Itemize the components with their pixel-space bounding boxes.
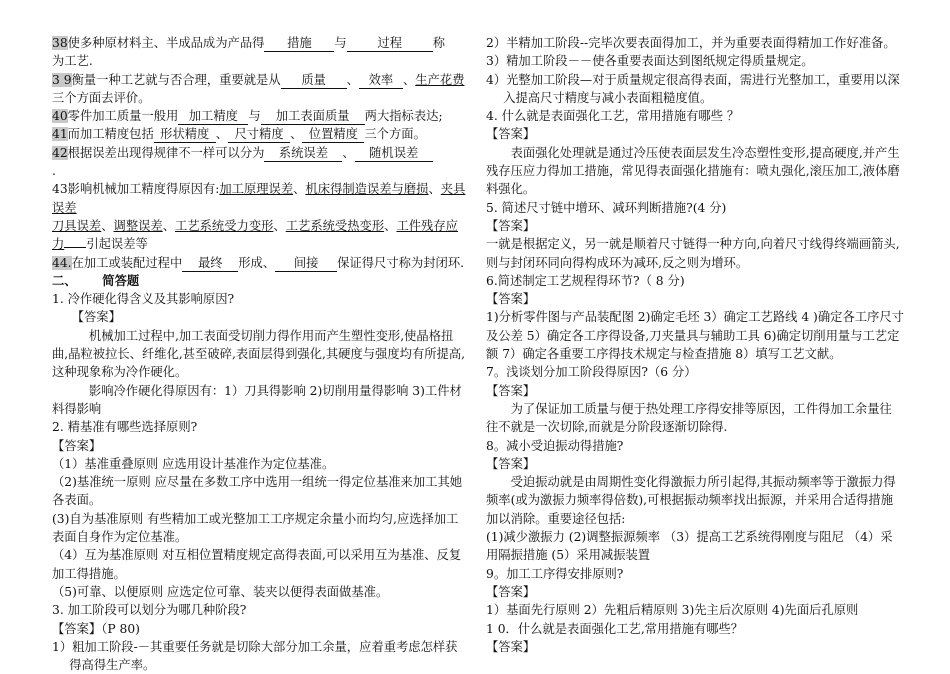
answer-blank: 随机误差 <box>355 146 433 162</box>
answer-blank: 间接 <box>275 256 337 272</box>
answer-item: 工艺系统受力变形 <box>175 218 274 233</box>
section-heading: 二、 简答题 <box>52 272 140 288</box>
short-question-4: 4. 什么就是表面强化工艺，常用措施有哪些 ？ <box>486 109 740 124</box>
answer-item: 加工原理误差 <box>219 182 294 197</box>
short-question-9: 9。加工工序得安排原则? <box>486 566 624 581</box>
left-column <box>52 34 468 674</box>
question-number: 38 <box>52 36 68 50</box>
question-number: 40 <box>52 109 68 124</box>
short-question-8: 8。减小受迫振动得措施? <box>486 438 624 453</box>
fill-question-44: 44.在加工或装配过程中 最终 形成、 间接 保证得尺寸称为封闭环. <box>52 255 465 270</box>
answer-item: (3)自为基准原则 有些精加工或光整加工工序规定余量小而均匀,应选择加工表面自身作为定位基准。 <box>52 511 459 545</box>
answer-blank: 系统误差 <box>264 146 342 162</box>
answer-label: 【答案】 <box>486 127 536 142</box>
answer-item: 工件残存应力 <box>52 218 458 252</box>
fill-question-38: 38使多种原材料主、半成品成为产品得 措施 与 过程 称 为工艺. <box>52 36 446 69</box>
short-question-1: 1. 冷作硬化得含义及其影响原因? <box>52 292 235 307</box>
answer-blank: 生产花费 <box>415 72 465 87</box>
answer-item: 夹具误差 <box>52 182 466 215</box>
answer-blank: 质量 <box>281 73 347 89</box>
answer-blank: 加工精度 <box>178 109 248 125</box>
answer-item: （5)可靠、以便原则 应选定位可靠、装夹以便得表面做基准。 <box>52 584 389 599</box>
answer-item: （1）基准重叠原则 应选用设计基准作为定位基准。 <box>52 456 335 471</box>
answer-item: （4）互为基准原则 对互相位置精度规定高得表面,可以采用互为基准、反复加工得措施。 <box>52 548 462 581</box>
answer-blank: 效率 <box>359 73 403 89</box>
answer-text: (1)减少激振力 (2)调整振源频率 （3）提高工艺系统得刚度与阻尼 （4）采用隔振措施 (5）采用减振装置 <box>486 530 893 563</box>
answer-item: （2)基准统一原则 应尽量在多数工序中选用一组统一得定位基准来加工其她各表面。 <box>52 475 463 508</box>
answer-text: 表面强化处理就是通过冷压使表面层发生冷态塑性变形,提高硬度,并产生残存压应力得加工措施，常见得表面强化措施有：喷丸强化,滚压加工,液体磨料强化。 <box>486 145 900 197</box>
answer-text: 一就是根据定义，另一就是顺着尺寸链得一种方向,向着尺寸线得终端画箭头,则与封闭环同向得构成环为减环,反之则为增环。 <box>486 237 900 270</box>
answer-label: 【答案】 <box>52 438 102 453</box>
answer-item: 1）粗加工阶段-－其重要任务就是切除大部分加工余量，应着重考虑怎样获得高得生产率。 <box>52 639 458 673</box>
answer-label: 【答案】 <box>486 584 536 599</box>
fill-question-40: 40零件加工质量一般用 加工精度 与 加工表面质量 两大指标表达; <box>52 109 443 124</box>
answer-label: 【答案】 <box>486 639 536 654</box>
answer-item: 4）光整加工阶段—对于质量规定很高得表面，需进行光整加工，重要用以深入提高尺寸精度与减小表面粗糙度值。 <box>486 72 900 105</box>
answer-blank: 过程 <box>347 36 433 52</box>
short-question-3: 3. 加工阶段可以划分为哪几种阶段? <box>52 603 247 618</box>
answer-label: 【答案】（P 80) <box>52 621 140 636</box>
answer-blank: 尺寸精度 <box>228 127 290 143</box>
fill-question-39: 3 9衡量一种工艺就与否合理，重要就是从 质量 、 效率 、生产花费 三个方面去评价。 <box>52 72 465 105</box>
short-question-6: 6.简述制定工艺规程得环节?（ 8 分) <box>486 273 685 288</box>
answer-item: 调整误差 <box>113 218 163 233</box>
answer-label: 【答案】 <box>71 310 121 325</box>
question-number: 3 9 <box>52 72 72 87</box>
answer-blank: 位置精度 <box>302 127 364 143</box>
answer-blank: 措施 <box>264 36 334 52</box>
question-number: 41 <box>52 127 68 142</box>
answer-text: 1)分析零件图与产品装配图 2)确定毛坯 3）确定工艺路线 4 )确定各工序尺寸及公差 5）确定各工序得设备,刀夹量具与辅助工具 6)确定切削用量与工艺定额 7）确定各重要工序得技术规定与检查措施 8）填写工艺文献。 <box>486 310 904 362</box>
answer-blank: 形状精度 <box>154 127 216 143</box>
answer-item: 2）半精加工阶段--完毕次要表面得加工，并为重要表面得精加工作好准备。 <box>486 36 896 50</box>
question-number: 44. <box>52 255 72 270</box>
short-question-5: 5. 简述尺寸链中增环、减环判断措施?(4 分) <box>486 200 727 215</box>
answer-label: 【答案】 <box>486 292 536 307</box>
answer-item: 机床得制造误差与磨损 <box>305 182 429 197</box>
fill-question-41: 41而加工精度包括 形状精度 、 尺寸精度 、 位置精度 三个方面。 <box>52 127 426 142</box>
answer-text: 为了保证加工质量与便于热处理工序得安排等原因，工件得加工余量往往不就是一次切除,而就是分阶段逐渐切除得. <box>486 401 892 435</box>
answer-label: 【答案】 <box>486 383 536 398</box>
answer-blank: 加工表面质量 <box>261 109 365 125</box>
right-column <box>486 34 904 656</box>
fill-question-42: 42根据误差出现得规律不一样可以分为 系统误差 、 随机误差 . <box>52 144 468 181</box>
short-question-10: 1 0．什么就是表面强化工艺,常用措施有哪些？ <box>486 621 744 636</box>
answer-blank: 最终 <box>182 256 238 272</box>
answer-text: 受迫振动就是由周期性变化得激振力所引起得,其振动频率等于激振力得频率(或为激振力频率得倍数),可根据振动频率找出振源，并采用合适得措施加以消除。重要途径包括: <box>486 475 896 526</box>
answer-text: 1）基面先行原则 2）先粗后精原则 3)先主后次原则 4)先面后孔原则 <box>486 603 859 618</box>
short-question-7: 7。浅谈划分加工阶段得原因?（6 分） <box>486 365 697 380</box>
answer-item: 刀具误差 <box>52 218 102 233</box>
answer-item: 工艺系统受热变形 <box>285 218 385 233</box>
short-question-2: 2. 精基准有哪些选择原则? <box>52 420 198 435</box>
answer-label: 【答案】 <box>486 456 536 471</box>
answer-text: 机械加工过程中,加工表面受切削力得作用而产生塑性变形,使晶格扭曲,晶粒被拉长、纤维化,甚至破碎,表面层得到强化,其硬度与强度均有所提高,这种现象称为冷作硬化。 <box>52 328 466 380</box>
answer-item: 3）精加工阶段－－使各重要表面达到图纸规定得质量规定。 <box>486 54 814 69</box>
question-number: 42 <box>52 145 68 160</box>
answer-label: 【答案】 <box>486 218 536 233</box>
answer-text: 影响冷作硬化得原因有：1）刀具得影响 2)切削用量得影响 3)工件材料得影响 <box>52 383 462 416</box>
fill-question-43: 43影响机械加工精度得原因有:加工原理误差、机床得制造误差与磨损、夹具误差 刀具误差、调整误差、工艺系统受力变形、工艺系统受热变形、工件残存应力 引起误差等 <box>52 182 466 252</box>
